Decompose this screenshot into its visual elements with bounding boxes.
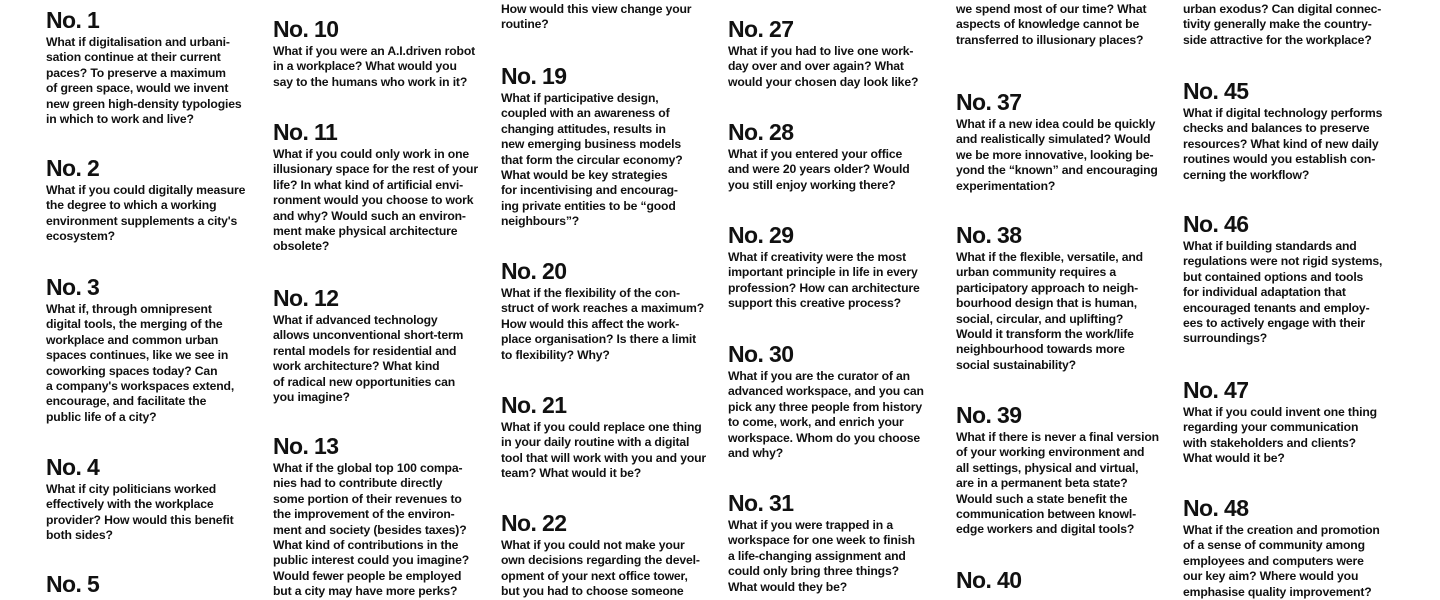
question-number: No. 22 <box>501 510 567 536</box>
question-text: What if the global top 100 compa- nies had to contribute directly some portion of their revenues to the improvement of the environ- ment and society (besides taxes)? What kind of contributions in the public interest could you imagine? Would fewer people be employed but a city may have more perks? <box>273 461 470 599</box>
question-number: No. 5 <box>46 571 100 597</box>
question-text: What if the flexibility of the con- struct of work reaches a maximum? How would this affect the work- place organisation? Is there a limit to flexibility? Why? <box>501 286 704 362</box>
question-text: What if creativity were the most important principle in life in every profession? How can architecture support this creative process? <box>728 250 920 311</box>
question-number: No. 39 <box>956 402 1022 428</box>
question-text: What if building standards and regulations were not rigid systems, but contained options and tools for individual adaptation that encouraged tenants and employ- ees to actively engage with their surroundings? <box>1183 239 1383 346</box>
question-text: What if digital technology performs checks and balances to preserve resources? What kind of new daily routines would you establish con- cerning the workflow? <box>1183 106 1383 182</box>
question-text: What if city politicians worked effectively with the workplace provider? How would this benefit both sides? <box>46 482 234 543</box>
question-number: No. 31 <box>728 490 794 516</box>
question-number: No. 21 <box>501 392 567 418</box>
question-text: What if the flexible, versatile, and urban community requires a participatory approach to neigh- bourhood design that is human, social, circular, and uplifting? Would it transform the work/life neighbourhood towards more social sustainability? <box>956 250 1143 372</box>
question-number: No. 13 <box>273 433 339 459</box>
question-29 <box>728 223 940 312</box>
question-37 <box>956 90 1168 194</box>
question-number: No. 46 <box>1183 211 1249 237</box>
question-48 <box>1183 496 1395 600</box>
question-number: No. 47 <box>1183 377 1249 403</box>
question-number: No. 20 <box>501 258 567 284</box>
question-5 <box>46 572 258 599</box>
question-13 <box>273 434 485 600</box>
question-text: What if, through omnipresent digital tools, the merging of the workplace and common urban spaces continues, like we see in coworking spaces today? Can a company's workspaces extend, encourage, and facilitate the public life of a city? <box>46 302 235 424</box>
question-21 <box>501 393 713 482</box>
question-text: What if you could replace one thing in your daily routine with a digital tool that will work with you and your team? What would it be? <box>501 420 707 481</box>
question-28 <box>728 120 940 193</box>
question-text: What if digitalisation and urbani- sation continue at their current paces? To preserve a maximum of green space, would we invent new green high-density typologies in which to work and live? <box>46 35 242 127</box>
question-39 <box>956 403 1168 538</box>
question-11 <box>273 120 485 255</box>
question-38 <box>956 223 1168 373</box>
question-20 <box>501 259 713 363</box>
question-number: No. 4 <box>46 454 100 480</box>
question-44-continued <box>1183 2 1395 48</box>
question-22 <box>501 511 713 600</box>
question-text: What if you had to live one work- day over and over again? What would your chosen day look like? <box>728 44 919 89</box>
question-text: What if you are the curator of an advanced workspace, and you can pick any three people from history to come, work, and enrich your workspace. Whom do you choose and why? <box>728 369 924 461</box>
question-number: No. 27 <box>728 16 794 42</box>
question-text: What if you could digitally measure the degree to which a working environment supplements a city's ecosystem? <box>46 183 246 244</box>
question-number: No. 2 <box>46 155 100 181</box>
question-text: What if you were an A.I.driven robot in a workplace? What would you say to the humans who work in it? <box>273 44 476 89</box>
question-18-continued <box>501 2 713 33</box>
question-number: No. 19 <box>501 63 567 89</box>
question-text: we spend most of our time? What aspects of knowledge cannot be transferred to illusionary places? <box>956 2 1147 47</box>
question-text: What if the creation and promotion of a sense of community among employees and computers were our key aim? Where would you emphasise quality improvement? <box>1183 523 1380 599</box>
question-text: How would this view change your routine? <box>501 2 692 32</box>
question-1 <box>46 8 258 127</box>
question-text: urban exodus? Can digital connec- tivity generally make the country- side attractive for the workplace? <box>1183 2 1382 47</box>
question-45 <box>1183 79 1395 183</box>
question-text: What if there is never a final version of your working environment and all settings, physical and virtual, are in a permanent beta state? Would such a state benefit the communication between knowl- edge workers and digital tools? <box>956 430 1159 537</box>
question-text: What if you could invent one thing regarding your communication with stakeholders and clients? What would it be? <box>1183 405 1377 466</box>
question-19 <box>501 64 713 230</box>
question-text: What if advanced technology allows unconventional short-term rental models for residential and work architecture? What kind of radical new opportunities can you imagine? <box>273 313 464 405</box>
question-number: No. 10 <box>273 16 339 42</box>
question-36-continued <box>956 2 1168 48</box>
question-text: What if you entered your office and were 20 years older? Would you still enjoy working there? <box>728 147 910 192</box>
question-27 <box>728 17 940 90</box>
question-text: What if a new idea could be quickly and realistically simulated? Would we be more innovative, looking be- yond the “known” and encouraging experimentation? <box>956 117 1158 193</box>
question-3 <box>46 275 258 425</box>
question-number: No. 12 <box>273 285 339 311</box>
question-31 <box>728 491 940 595</box>
question-number: No. 40 <box>956 567 1022 593</box>
question-number: No. 38 <box>956 222 1022 248</box>
question-12 <box>273 286 485 405</box>
question-number: No. 37 <box>956 89 1022 115</box>
question-46 <box>1183 212 1395 347</box>
question-text: What if you could only work in one illusionary space for the rest of your life? In what kind of artificial envi- ronment would you choose to work and why? Would such an environ- ment make physical architecture obsolete? <box>273 147 478 254</box>
question-text: What if you could not make your own decisions regarding the devel- opment of your next office tower, but you had to choose someone <box>501 538 700 599</box>
question-number: No. 1 <box>46 7 100 33</box>
question-30 <box>728 342 940 461</box>
question-number: No. 30 <box>728 341 794 367</box>
question-text: What if participative design, coupled with an awareness of changing attitudes, results in new emerging business models that form the circular economy? What would be key strategies for incentivising and encourag- ing private entities to be “good neighbours”? <box>501 91 683 229</box>
question-text: What if you were trapped in a workspace for one week to finish a life-changing assignment and could only bring three things? What would they be? <box>728 518 915 594</box>
question-10 <box>273 17 485 90</box>
question-47 <box>1183 378 1395 467</box>
question-number: No. 29 <box>728 222 794 248</box>
question-number: No. 3 <box>46 274 100 300</box>
question-4 <box>46 455 258 544</box>
question-number: No. 48 <box>1183 495 1249 521</box>
question-number: No. 11 <box>273 119 338 145</box>
question-number: No. 45 <box>1183 78 1249 104</box>
question-number: No. 28 <box>728 119 794 145</box>
question-2 <box>46 156 258 245</box>
